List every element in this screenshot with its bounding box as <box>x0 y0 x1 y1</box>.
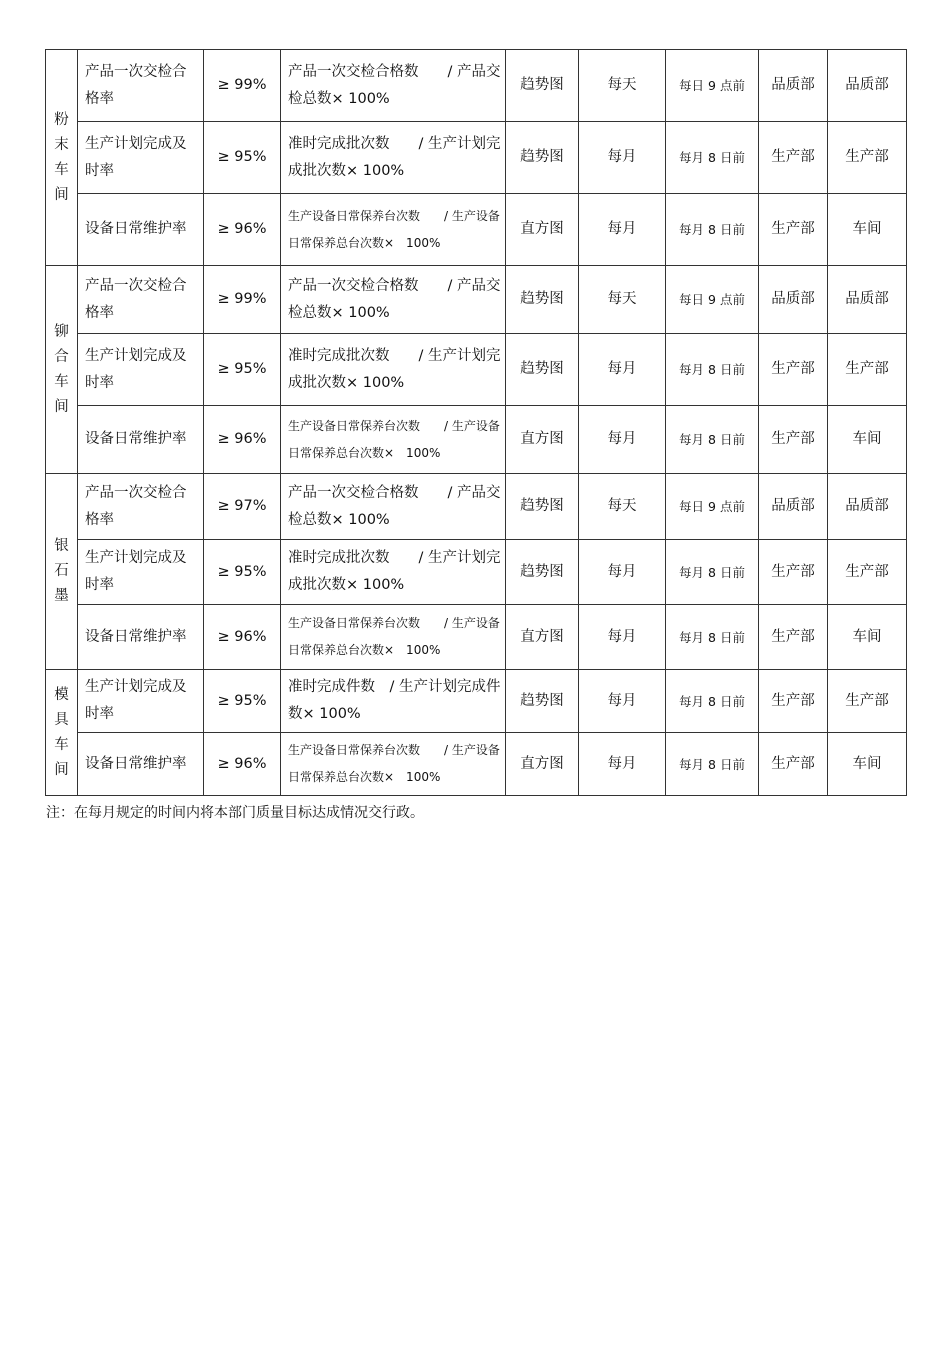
target-name-cell: 生产计划完成及时率 <box>78 540 204 605</box>
table-row <box>46 334 907 406</box>
formula-cell: 准时完成批次数 / 生产计划完成批次数× 100% <box>281 122 506 194</box>
table-row <box>46 670 907 733</box>
table-row <box>46 605 907 670</box>
deadline-cell: 每月 8 日前 <box>666 733 759 796</box>
department-name: 模具车间 <box>54 686 69 778</box>
deadline-cell: 每日 9 点前 <box>666 266 759 334</box>
chart-type-cell: 趋势图 <box>506 540 579 605</box>
target-name-cell: 产品一次交检合格率 <box>78 266 204 334</box>
collect-dept-cell: 品质部 <box>759 50 828 122</box>
deadline-cell: 每月 8 日前 <box>666 540 759 605</box>
table-row <box>46 733 907 796</box>
frequency-cell: 每月 <box>579 122 666 194</box>
deadline-cell: 每月 8 日前 <box>666 605 759 670</box>
frequency-cell: 每月 <box>579 733 666 796</box>
formula-cell: 产品一次交检合格数 / 产品交检总数× 100% <box>281 266 506 334</box>
chart-type-cell: 趋势图 <box>506 334 579 406</box>
formula-cell: 产品一次交检合格数 / 产品交检总数× 100% <box>281 50 506 122</box>
target-value-cell: ≥ 99% <box>204 266 281 334</box>
frequency-cell: 每月 <box>579 334 666 406</box>
deadline-cell: 每月 8 日前 <box>666 334 759 406</box>
target-name-cell: 生产计划完成及时率 <box>78 670 204 733</box>
formula-cell: 生产设备日常保养台次数 / 生产设备日常保养总台次数× 100% <box>281 406 506 474</box>
formula-cell: 准时完成件数 / 生产计划完成件数× 100% <box>281 670 506 733</box>
responsible-dept-cell: 生产部 <box>828 334 907 406</box>
formula-cell: 生产设备日常保养台次数 / 生产设备日常保养总台次数× 100% <box>281 605 506 670</box>
target-value-cell: ≥ 96% <box>204 406 281 474</box>
table-row <box>46 50 907 122</box>
table-row <box>46 474 907 540</box>
target-value-cell: ≥ 95% <box>204 122 281 194</box>
frequency-cell: 每月 <box>579 194 666 266</box>
deadline-cell: 每月 8 日前 <box>666 670 759 733</box>
target-name-cell: 生产计划完成及时率 <box>78 334 204 406</box>
target-name-cell: 设备日常维护率 <box>78 194 204 266</box>
collect-dept-cell: 生产部 <box>759 122 828 194</box>
target-value-cell: ≥ 99% <box>204 50 281 122</box>
chart-type-cell: 趋势图 <box>506 50 579 122</box>
collect-dept-cell: 生产部 <box>759 406 828 474</box>
department-cell <box>46 266 78 474</box>
chart-type-cell: 趋势图 <box>506 122 579 194</box>
formula-cell: 生产设备日常保养台次数 / 生产设备日常保养总台次数× 100% <box>281 194 506 266</box>
frequency-cell: 每天 <box>579 266 666 334</box>
deadline-cell: 每月 8 日前 <box>666 406 759 474</box>
responsible-dept-cell: 生产部 <box>828 540 907 605</box>
formula-cell: 产品一次交检合格数 / 产品交检总数× 100% <box>281 474 506 540</box>
collect-dept-cell: 生产部 <box>759 670 828 733</box>
responsible-dept-cell: 生产部 <box>828 122 907 194</box>
target-value-cell: ≥ 97% <box>204 474 281 540</box>
department-cell <box>46 474 78 670</box>
collect-dept-cell: 生产部 <box>759 194 828 266</box>
collect-dept-cell: 生产部 <box>759 605 828 670</box>
target-name-cell: 设备日常维护率 <box>78 733 204 796</box>
chart-type-cell: 直方图 <box>506 406 579 474</box>
target-name-cell: 生产计划完成及时率 <box>78 122 204 194</box>
table-body <box>46 50 907 796</box>
target-name-cell: 产品一次交检合格率 <box>78 474 204 540</box>
collect-dept-cell: 品质部 <box>759 474 828 540</box>
collect-dept-cell: 生产部 <box>759 540 828 605</box>
deadline-cell: 每日 9 点前 <box>666 50 759 122</box>
chart-type-cell: 趋势图 <box>506 266 579 334</box>
responsible-dept-cell: 生产部 <box>828 670 907 733</box>
department-name: 银石墨 <box>54 538 69 604</box>
frequency-cell: 每月 <box>579 605 666 670</box>
quality-target-table <box>45 49 907 796</box>
department-name: 粉末车间 <box>54 111 69 203</box>
frequency-cell: 每月 <box>579 406 666 474</box>
frequency-cell: 每月 <box>579 670 666 733</box>
department-cell <box>46 50 78 266</box>
target-value-cell: ≥ 95% <box>204 540 281 605</box>
target-value-cell: ≥ 96% <box>204 733 281 796</box>
frequency-cell: 每月 <box>579 540 666 605</box>
chart-type-cell: 趋势图 <box>506 670 579 733</box>
collect-dept-cell: 生产部 <box>759 733 828 796</box>
chart-type-cell: 直方图 <box>506 605 579 670</box>
deadline-cell: 每月 8 日前 <box>666 122 759 194</box>
table-row <box>46 266 907 334</box>
target-value-cell: ≥ 96% <box>204 194 281 266</box>
footnote: 注：在每月规定的时间内将本部门质量目标达成情况交行政。 <box>46 805 424 821</box>
collect-dept-cell: 品质部 <box>759 266 828 334</box>
frequency-cell: 每天 <box>579 50 666 122</box>
formula-cell: 生产设备日常保养台次数 / 生产设备日常保养总台次数× 100% <box>281 733 506 796</box>
target-name-cell: 产品一次交检合格率 <box>78 50 204 122</box>
responsible-dept-cell: 车间 <box>828 406 907 474</box>
target-value-cell: ≥ 96% <box>204 605 281 670</box>
department-cell <box>46 670 78 796</box>
target-name-cell: 设备日常维护率 <box>78 406 204 474</box>
responsible-dept-cell: 车间 <box>828 605 907 670</box>
formula-cell: 准时完成批次数 / 生产计划完成批次数× 100% <box>281 540 506 605</box>
table-row <box>46 406 907 474</box>
responsible-dept-cell: 品质部 <box>828 474 907 540</box>
formula-cell: 准时完成批次数 / 生产计划完成批次数× 100% <box>281 334 506 406</box>
responsible-dept-cell: 品质部 <box>828 50 907 122</box>
chart-type-cell: 趋势图 <box>506 474 579 540</box>
frequency-cell: 每天 <box>579 474 666 540</box>
department-name: 铆合车间 <box>54 323 69 415</box>
collect-dept-cell: 生产部 <box>759 334 828 406</box>
table-row <box>46 194 907 266</box>
deadline-cell: 每月 8 日前 <box>666 194 759 266</box>
table-row <box>46 122 907 194</box>
chart-type-cell: 直方图 <box>506 194 579 266</box>
responsible-dept-cell: 品质部 <box>828 266 907 334</box>
responsible-dept-cell: 车间 <box>828 733 907 796</box>
deadline-cell: 每日 9 点前 <box>666 474 759 540</box>
chart-type-cell: 直方图 <box>506 733 579 796</box>
target-value-cell: ≥ 95% <box>204 334 281 406</box>
target-name-cell: 设备日常维护率 <box>78 605 204 670</box>
responsible-dept-cell: 车间 <box>828 194 907 266</box>
table-row <box>46 540 907 605</box>
target-value-cell: ≥ 95% <box>204 670 281 733</box>
